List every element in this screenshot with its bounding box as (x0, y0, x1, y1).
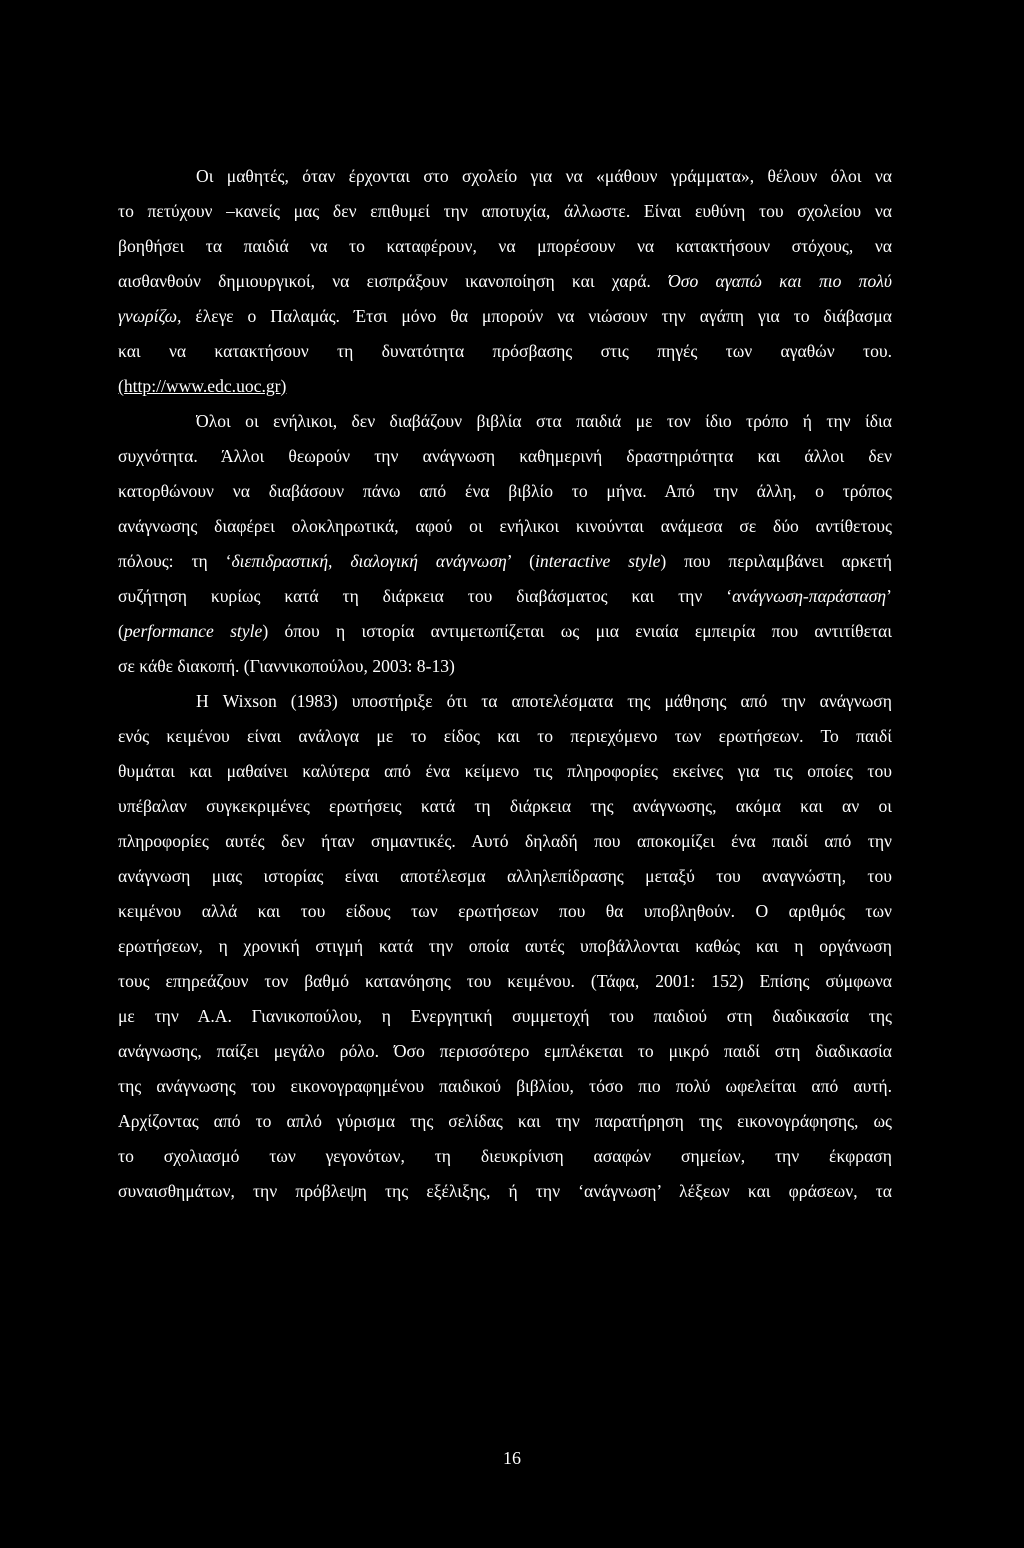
text-run: κατορθώνουν να διαβάσουν πάνω από ένα βιβλίο το μήνα. Από την άλλη, ο τρόπος (118, 481, 892, 501)
text-line (118, 619, 892, 643)
text-run: Όλοι οι ενήλικοι, δεν διαβάζουν βιβλία στα παιδιά με τον ίδιο τρόπο ή την ίδια (196, 411, 892, 431)
text-line (118, 1179, 892, 1203)
term-italic: ανάγνωση-παράσταση (732, 586, 887, 606)
text-run: αισθανθούν δημιουργικοί, να εισπράξουν ικανοποίηση και χαρά. (118, 271, 669, 291)
text-run: της ανάγνωσης του εικονογραφημένου παιδικού βιβλίου, τόσο πιο πολύ ωφελείται από αυτή. (118, 1076, 892, 1096)
text-run: ) που περιλαμβάνει αρκετή (660, 551, 892, 571)
text-run: βοηθήσει τα παιδιά να το καταφέρουν, να μπορέσουν να κατακτήσουν στόχους, να (118, 236, 892, 256)
text-run: πληροφορίες αυτές δεν ήταν σημαντικές. Αυτό δηλαδή που αποκομίζει ένα παιδί από την (118, 831, 892, 851)
text-line (118, 514, 892, 538)
text-run: ( (118, 621, 124, 641)
text-line (118, 1144, 892, 1168)
text-run: Η Wixson (1983) υποστήριξε ότι τα αποτελέσματα της μάθησης από την ανάγνωση (196, 691, 892, 711)
quote-italic: Όσο αγαπώ και πιο πολύ (668, 271, 892, 291)
text-line (118, 479, 892, 503)
text-line (118, 654, 892, 678)
text-line (118, 549, 892, 573)
text-line (118, 1109, 892, 1133)
text-line (118, 1039, 892, 1063)
text-run: συζήτηση κυρίως κατά τη διάρκεια του διαβάσματος και την ‘ (118, 586, 733, 606)
text-line (118, 794, 892, 818)
text-run: έλεγε ο Παλαμάς. Έτσι μόνο θα μπορούν να νιώσουν την αγάπη για το διάβασμα (181, 306, 892, 326)
text-line (118, 584, 892, 608)
text-run: συχνότητα. Άλλοι θεωρούν την ανάγνωση καθημερινή δραστηριότητα και άλλοι δεν (118, 446, 892, 466)
text-line (118, 304, 892, 328)
text-line (118, 969, 892, 993)
text-line (118, 724, 892, 748)
text-line (118, 444, 892, 468)
text-run: ανάγνωσης διαφέρει ολοκληρωτικά, αφού οι ενήλικοι κινούνται ανάμεσα σε δύο αντίθετους (118, 516, 892, 536)
text-run: θυμάται και μαθαίνει καλύτερα από ένα κείμενο τις πληροφορίες εκείνες για τις οποίες του (118, 761, 892, 781)
text-run: κειμένου αλλά και του είδους των ερωτήσεων που θα υποβληθούν. Ο αριθμός των (118, 901, 892, 921)
text-line (118, 759, 892, 783)
term-italic: διεπιδραστική, διαλογική ανάγνωση (231, 551, 507, 571)
text-line (118, 199, 892, 223)
text-line (118, 339, 892, 363)
text-line (196, 409, 892, 433)
text-line (118, 234, 892, 258)
text-run: συναισθημάτων, την πρόβλεψη της εξέλιξης, ή την ‘ανάγνωση’ λέξεων και φράσεων, τα (118, 1181, 892, 1201)
text-run: Οι μαθητές, όταν έρχονται στο σχολείο για να «μάθουν γράμματα», θέλουν όλοι να (196, 166, 892, 186)
text-run: ερωτήσεων, η χρονική στιγμή κατά την οποία αυτές υποβάλλονται καθώς και η οργάνωση (118, 936, 892, 956)
term-italic: performance style (123, 621, 263, 641)
text-line (118, 899, 892, 923)
text-line (118, 864, 892, 888)
term-italic: interactive style (535, 551, 661, 571)
text-run: το σχολιασμό των γεγονότων, τη διευκρίνιση ασαφών σημείων, την έκφραση (118, 1146, 892, 1166)
text-run: ’ (886, 586, 892, 606)
text-line (118, 374, 892, 398)
text-run: ανάγνωση μιας ιστορίας είναι αποτέλεσμα αλληλεπίδρασης μεταξύ του αναγνώστη, του (118, 866, 892, 886)
text-run: ) όπου η ιστορία αντιμετωπίζεται ως μια ενιαία εμπειρία που αντιτίθεται (262, 621, 892, 641)
source-link[interactable]: (http://www.edc.uoc.gr) (118, 376, 287, 396)
text-line (196, 164, 892, 188)
text-run: υπέβαλαν συγκεκριμένες ερωτήσεις κατά τη διάρκεια της ανάγνωσης, ακόμα και αν οι (118, 796, 892, 816)
text-line (118, 1004, 892, 1028)
text-run: ανάγνωσης, παίζει μεγάλο ρόλο. Όσο περισσότερο εμπλέκεται το μικρό παιδί στη διαδικασία (118, 1041, 892, 1061)
text-line (118, 829, 892, 853)
text-run: ενός κειμένου είναι ανάλογα με το είδος και το περιεχόμενο των ερωτήσεων. Το παιδί (118, 726, 892, 746)
text-run: με την Α.Α. Γιανικοπούλου, η Ενεργητική συμμετοχή του παιδιού στη διαδικασία της (118, 1006, 892, 1026)
text-run: ’ ( (506, 551, 536, 571)
text-run: και να κατακτήσουν τη δυνατότητα πρόσβασης στις πηγές των αγαθών του. (118, 341, 892, 361)
text-line (118, 1074, 892, 1098)
text-run: σε κάθε διακοπή. (Γιαννικοπούλου, 2003: 8-13) (118, 656, 455, 676)
text-line (118, 934, 892, 958)
text-run: πόλους: τη ‘ (118, 551, 232, 571)
text-line (118, 269, 892, 293)
page-number: 16 (503, 1448, 521, 1468)
text-run: Αρχίζοντας από το απλό γύρισμα της σελίδας και την παρατήρηση της εικονογράφησης, ως (118, 1111, 892, 1131)
quote-italic: γνωρίζω, (118, 306, 182, 326)
text-run: το πετύχουν –κανείς μας δεν επιθυμεί την αποτυχία, άλλωστε. Είναι ευθύνη του σχολείου να (118, 201, 892, 221)
text-run: τους επηρεάζουν τον βαθμό κατανόησης του κειμένου. (Τάφα, 2001: 152) Επίσης σύμφωνα (118, 971, 892, 991)
text-line (196, 689, 892, 713)
